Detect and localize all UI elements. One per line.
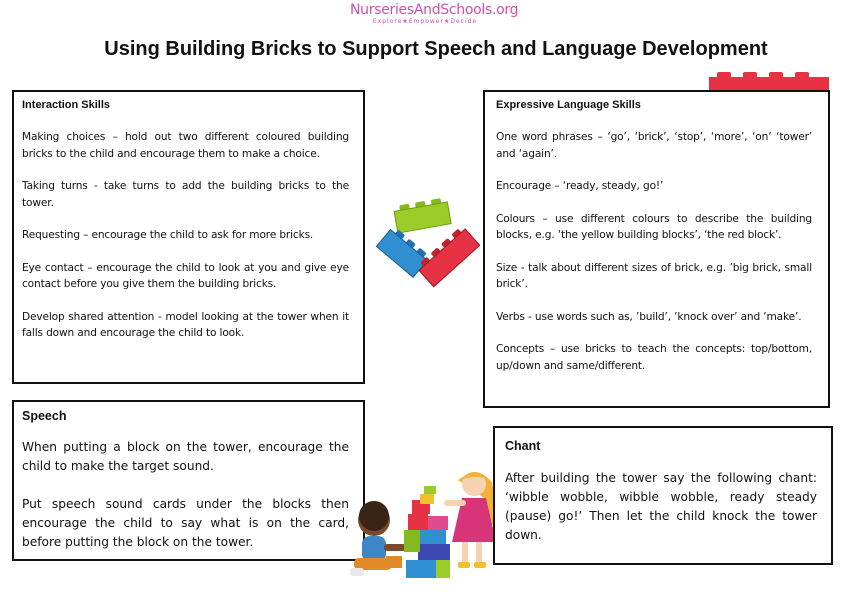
speech-box — [12, 400, 365, 561]
expressive-item: One word phrases – ‘go’, ‘brick’, ‘stop’, ‘more’, ‘on’ ‘tower’ and ‘again’. — [496, 131, 812, 160]
chant-heading: Chant — [505, 439, 541, 453]
interaction-item: Making choices – hold out two different coloured building bricks to the child and encourage them to make a choice. — [22, 131, 349, 160]
speech-item: Put speech sound cards under the blocks then encourage the child to say what is on the card, before putting the block on the tower. — [22, 497, 349, 549]
block-tower-icon — [386, 486, 450, 578]
chant-text: After building the tower say the following chant: ‘wibble wobble, wibble wobble, ready steady (pause) go!’ Then let the child knock the tower down. — [505, 471, 817, 542]
girl-icon — [444, 472, 498, 568]
logo-tagline: Explore★Empower★Decide — [372, 18, 478, 25]
children-building-tower-illustration — [348, 460, 498, 585]
site-logo — [350, 2, 519, 26]
interaction-item: Develop shared attention - model looking at the tower when it falls down and encourage the child to look. — [22, 310, 349, 339]
page-title: Using Building Bricks to Support Speech and Language Development — [104, 38, 768, 60]
speech-heading: Speech — [22, 409, 67, 423]
expressive-item: Verbs - use words such as, ’build’, ’knock over’ and ’make’. — [496, 310, 802, 323]
expressive-item: Size - talk about different sizes of brick, e.g. ’big brick, small brick’. — [496, 261, 812, 290]
chant-box — [493, 426, 833, 565]
interaction-item: Eye contact – encourage the child to look at you and give eye contact before you give them the building bricks. — [22, 261, 349, 290]
expressive-language-box — [483, 90, 830, 408]
logo-name: NurseriesAndSchools.org — [350, 2, 519, 18]
interaction-item: Requesting – encourage the child to ask for more bricks. — [22, 229, 314, 241]
red-brick-icon — [416, 225, 480, 287]
expressive-item: Concepts – use bricks to teach the concepts: top/bottom, up/down and same/different. — [496, 343, 812, 372]
expressive-item: Colours – use different colours to describe the building blocks, e.g. ‘the yellow building blocks’, ‘the red block’. — [496, 212, 812, 241]
interaction-skills-box — [12, 90, 365, 384]
expressive-item: Encourage – ‘ready, steady, go!’ — [496, 180, 664, 192]
building-bricks-illustration — [370, 198, 480, 298]
interaction-heading: Interaction Skills — [22, 99, 111, 111]
speech-item: When putting a block on the tower, encourage the child to make the target sound. — [22, 440, 349, 473]
interaction-item: Taking turns - take turns to add the building bricks to the tower. — [22, 180, 349, 209]
green-brick-icon — [393, 198, 451, 233]
expressive-heading: Expressive Language Skills — [496, 99, 641, 111]
